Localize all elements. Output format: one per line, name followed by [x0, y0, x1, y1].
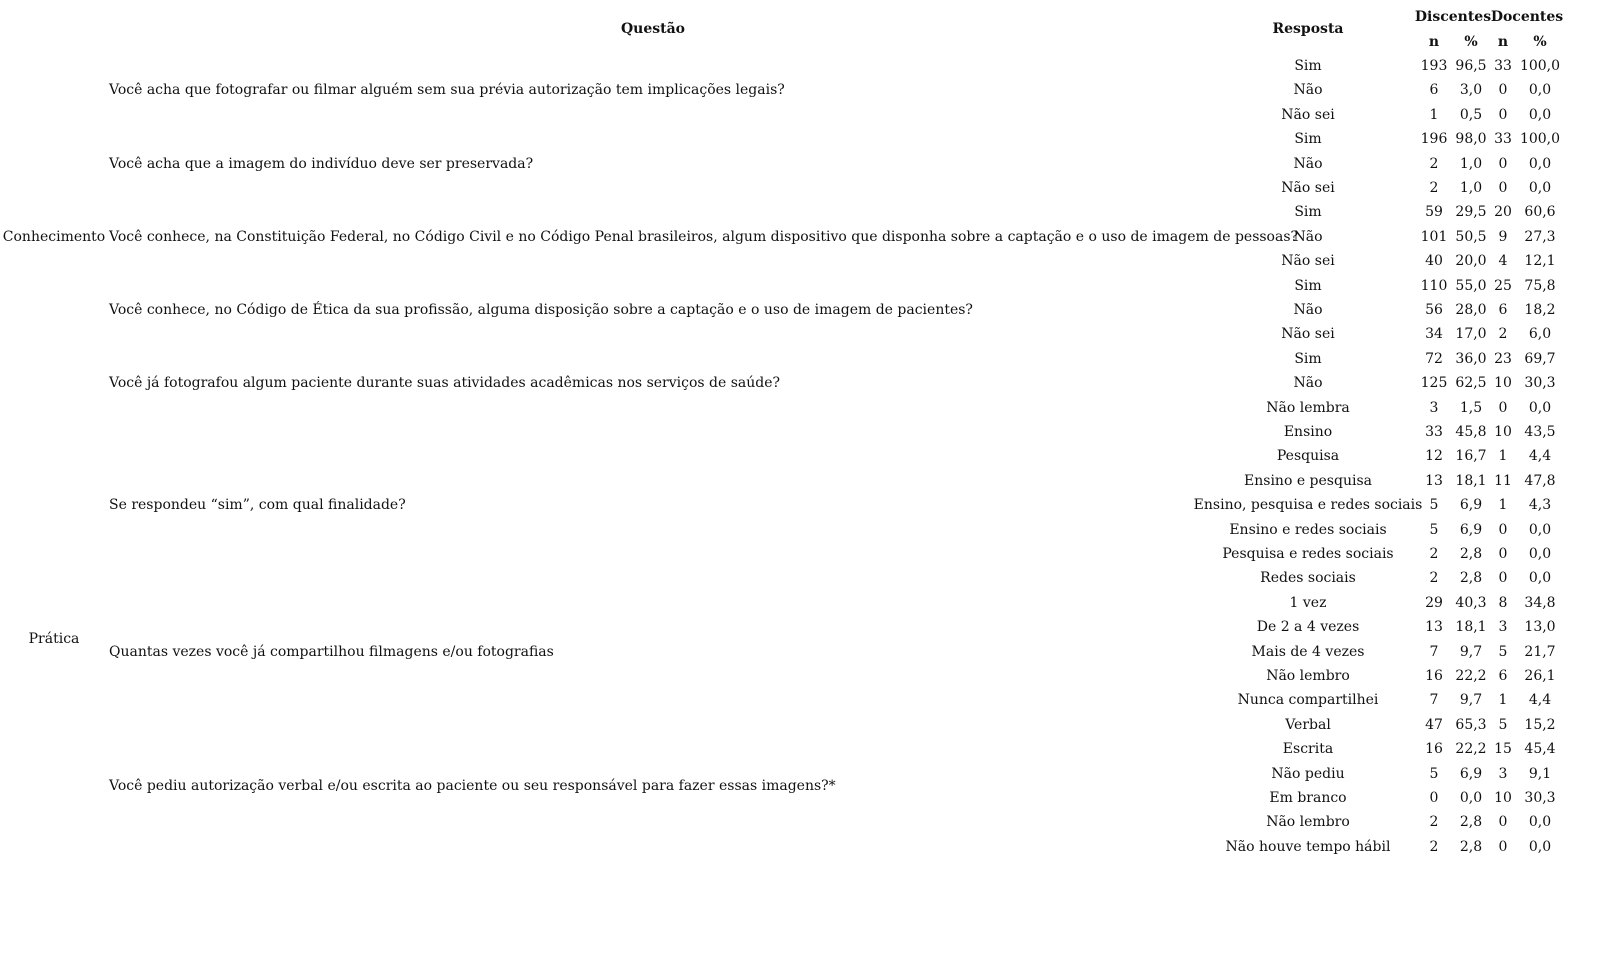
docentes-pct-cell: 75,8: [1524, 277, 1556, 294]
category-label: Conhecimento: [2, 228, 106, 245]
docentes-pct-cell: 4,3: [1528, 497, 1552, 514]
answer-label: Sim: [1294, 58, 1322, 74]
answer-label: Ensino e pesquisa: [1244, 472, 1372, 489]
docentes-pct-cell: 60,6: [1524, 204, 1556, 221]
docentes-pct-cell: 0,0: [1528, 180, 1552, 196]
docentes-n-cell: 0: [1498, 180, 1508, 196]
docentes-pct-cell: 9,1: [1528, 765, 1552, 782]
answer-label: Não lembra: [1266, 399, 1350, 416]
docentes-n-cell: 0: [1498, 155, 1508, 172]
header-discentes: Discentes: [1414, 9, 1492, 25]
discentes-pct-cell: 9,7: [1459, 643, 1483, 660]
answer-label: Não lembro: [1266, 814, 1350, 831]
docentes-n-cell: 0: [1498, 82, 1508, 99]
docentes-pct-cell: 34,8: [1524, 594, 1556, 611]
answer-label: Escrita: [1282, 741, 1334, 758]
discentes-n-cell: 5: [1429, 497, 1439, 514]
discentes-n-cell: 6: [1429, 82, 1439, 99]
discentes-n-cell: 7: [1429, 643, 1439, 660]
discentes-n-cell: 34: [1425, 326, 1443, 343]
docentes-n-cell: 33: [1494, 58, 1512, 74]
docentes-n-cell: 0: [1498, 106, 1508, 123]
question-text: Quantas vezes você já compartilhou filmagens e/ou fotografias: [109, 643, 554, 660]
discentes-n-cell: 2: [1429, 546, 1439, 562]
docentes-pct-cell: 4,4: [1528, 692, 1552, 709]
discentes-pct-cell: 0,5: [1459, 106, 1483, 123]
docentes-n-cell: 10: [1494, 790, 1512, 806]
docentes-n-cell: 5: [1498, 716, 1508, 733]
answer-label: Nunca compartilhei: [1237, 692, 1379, 709]
discentes-pct-cell: 55,0: [1455, 277, 1487, 294]
answer-label: Verbal: [1285, 716, 1331, 733]
discentes-pct-cell: 6,9: [1459, 497, 1483, 514]
discentes-n-cell: 59: [1425, 204, 1443, 221]
docentes-pct-cell: 45,4: [1524, 741, 1556, 758]
docentes-pct-cell: 100,0: [1519, 58, 1561, 74]
answer-label: 1 vez: [1289, 594, 1327, 611]
question-text: Você conhece, na Constituição Federal, no Código Civil e no Código Penal brasileiros, algum dispositivo que disponha sobre a captação e o uso de imagem de pessoas?: [109, 228, 1299, 245]
discentes-n-cell: 5: [1429, 765, 1439, 782]
header-resposta: Resposta: [1272, 21, 1344, 37]
discentes-pct-cell: 22,2: [1455, 741, 1487, 758]
docentes-n-cell: 6: [1498, 668, 1508, 684]
discentes-n-cell: 101: [1420, 228, 1448, 245]
docentes-pct-cell: 18,2: [1524, 302, 1556, 318]
discentes-n-cell: 2: [1429, 838, 1439, 855]
discentes-pct-cell: 96,5: [1455, 58, 1487, 74]
docentes-pct-cell: 0,0: [1528, 838, 1552, 855]
docentes-pct-cell: 21,7: [1524, 643, 1556, 660]
docentes-n-cell: 9: [1498, 228, 1508, 245]
question-text: Você conhece, no Código de Ética da sua profissão, alguma disposição sobre a captação e o uso de imagem de pacientes?: [109, 302, 973, 318]
discentes-pct-cell: 29,5: [1455, 204, 1487, 221]
discentes-pct-cell: 98,0: [1455, 131, 1487, 148]
docentes-n-cell: 20: [1494, 204, 1512, 221]
answer-label: Não: [1293, 302, 1323, 318]
docentes-n-cell: 3: [1498, 619, 1508, 636]
discentes-pct-cell: 6,9: [1459, 521, 1483, 538]
discentes-pct-cell: 6,9: [1459, 765, 1483, 782]
docentes-pct-cell: 43,5: [1524, 424, 1556, 440]
discentes-pct-cell: 3,0: [1459, 82, 1483, 99]
discentes-pct-cell: 45,8: [1455, 424, 1487, 440]
header-discentes-n: n: [1428, 34, 1440, 50]
answer-label: Mais de 4 vezes: [1251, 643, 1365, 660]
docentes-n-cell: 10: [1494, 375, 1512, 392]
discentes-pct-cell: 2,8: [1459, 546, 1483, 562]
docentes-n-cell: 1: [1498, 448, 1508, 465]
header-docentes-n: n: [1497, 34, 1509, 50]
docentes-pct-cell: 0,0: [1528, 814, 1552, 831]
question-text: Se respondeu “sim”, com qual finalidade?: [109, 497, 406, 514]
discentes-pct-cell: 2,8: [1459, 814, 1483, 831]
answer-label: Em branco: [1269, 790, 1347, 806]
docentes-n-cell: 33: [1494, 131, 1512, 148]
discentes-pct-cell: 62,5: [1455, 375, 1487, 392]
docentes-n-cell: 0: [1498, 570, 1508, 587]
discentes-pct-cell: 0,0: [1459, 790, 1483, 806]
docentes-pct-cell: 0,0: [1528, 546, 1552, 562]
discentes-n-cell: 1: [1429, 106, 1439, 123]
discentes-pct-cell: 1,0: [1459, 180, 1483, 196]
docentes-pct-cell: 0,0: [1528, 570, 1552, 587]
answer-label: Sim: [1294, 277, 1322, 294]
docentes-n-cell: 1: [1498, 497, 1508, 514]
answer-label: Não sei: [1281, 106, 1335, 123]
answer-label: Não sei: [1281, 253, 1335, 270]
docentes-pct-cell: 69,7: [1524, 350, 1556, 367]
docentes-n-cell: 0: [1498, 814, 1508, 831]
answer-label: Sim: [1294, 204, 1322, 221]
question-text: Você pediu autorização verbal e/ou escrita ao paciente ou seu responsável para fazer essas imagens?*: [109, 777, 836, 794]
header-docentes: Docentes: [1490, 9, 1564, 25]
answer-label: Sim: [1294, 350, 1322, 367]
discentes-n-cell: 196: [1420, 131, 1448, 148]
discentes-n-cell: 2: [1429, 180, 1439, 196]
discentes-n-cell: 29: [1425, 594, 1443, 611]
docentes-pct-cell: 26,1: [1524, 668, 1556, 684]
header-questao: Questão: [620, 21, 686, 37]
discentes-n-cell: 193: [1420, 58, 1448, 74]
question-text: Você acha que a imagem do indivíduo deve ser preservada?: [109, 155, 534, 172]
docentes-n-cell: 1: [1498, 692, 1508, 709]
discentes-n-cell: 56: [1425, 302, 1443, 318]
discentes-n-cell: 16: [1425, 741, 1443, 758]
discentes-n-cell: 12: [1425, 448, 1443, 465]
docentes-n-cell: 0: [1498, 399, 1508, 416]
docentes-pct-cell: 0,0: [1528, 521, 1552, 538]
header-docentes-pct: %: [1533, 34, 1547, 50]
discentes-n-cell: 110: [1420, 277, 1448, 294]
question-text: Você já fotografou algum paciente durante suas atividades acadêmicas nos serviços de saúde?: [109, 375, 781, 392]
docentes-pct-cell: 0,0: [1528, 399, 1552, 416]
discentes-pct-cell: 2,8: [1459, 838, 1483, 855]
docentes-pct-cell: 100,0: [1519, 131, 1561, 148]
docentes-n-cell: 2: [1498, 326, 1508, 343]
discentes-pct-cell: 65,3: [1455, 716, 1487, 733]
answer-label: Não: [1293, 82, 1323, 99]
docentes-n-cell: 0: [1498, 546, 1508, 562]
docentes-n-cell: 0: [1498, 521, 1508, 538]
answer-label: Não houve tempo hábil: [1225, 838, 1391, 855]
answer-label: Ensino: [1283, 424, 1333, 440]
discentes-pct-cell: 22,2: [1455, 668, 1487, 684]
docentes-pct-cell: 0,0: [1528, 82, 1552, 99]
docentes-pct-cell: 27,3: [1524, 228, 1556, 245]
category-label: Prática: [28, 631, 80, 648]
discentes-pct-cell: 20,0: [1455, 253, 1487, 270]
discentes-pct-cell: 1,5: [1459, 399, 1483, 416]
discentes-n-cell: 47: [1425, 716, 1443, 733]
discentes-pct-cell: 2,8: [1459, 570, 1483, 587]
discentes-n-cell: 0: [1429, 790, 1439, 806]
discentes-n-cell: 72: [1425, 350, 1443, 367]
docentes-n-cell: 6: [1498, 302, 1508, 318]
discentes-n-cell: 2: [1429, 570, 1439, 587]
answer-label: Não sei: [1281, 326, 1335, 343]
discentes-pct-cell: 16,7: [1455, 448, 1487, 465]
discentes-n-cell: 125: [1420, 375, 1448, 392]
discentes-n-cell: 40: [1425, 253, 1443, 270]
answer-label: Não: [1293, 155, 1323, 172]
docentes-n-cell: 25: [1494, 277, 1512, 294]
docentes-pct-cell: 47,8: [1524, 472, 1556, 489]
answer-label: De 2 a 4 vezes: [1256, 619, 1360, 636]
discentes-pct-cell: 1,0: [1459, 155, 1483, 172]
docentes-n-cell: 0: [1498, 838, 1508, 855]
answer-label: Não sei: [1281, 180, 1335, 196]
discentes-pct-cell: 28,0: [1455, 302, 1487, 318]
answer-label: Não: [1293, 375, 1323, 392]
discentes-pct-cell: 36,0: [1455, 350, 1487, 367]
docentes-n-cell: 8: [1498, 594, 1508, 611]
docentes-n-cell: 3: [1498, 765, 1508, 782]
discentes-n-cell: 7: [1429, 692, 1439, 709]
docentes-pct-cell: 15,2: [1524, 716, 1556, 733]
discentes-n-cell: 2: [1429, 155, 1439, 172]
docentes-pct-cell: 0,0: [1528, 155, 1552, 172]
answer-label: Não lembro: [1266, 668, 1350, 684]
docentes-pct-cell: 13,0: [1524, 619, 1556, 636]
discentes-n-cell: 13: [1425, 472, 1443, 489]
answer-label: Sim: [1294, 131, 1322, 148]
discentes-n-cell: 3: [1429, 399, 1439, 416]
discentes-pct-cell: 50,5: [1455, 228, 1487, 245]
docentes-pct-cell: 0,0: [1528, 106, 1552, 123]
discentes-pct-cell: 17,0: [1455, 326, 1487, 343]
answer-label: Não pediu: [1271, 765, 1345, 782]
answer-label: Ensino, pesquisa e redes sociais: [1193, 497, 1423, 514]
answer-label: Ensino e redes sociais: [1229, 521, 1387, 538]
docentes-n-cell: 10: [1494, 424, 1512, 440]
docentes-pct-cell: 6,0: [1528, 326, 1552, 343]
docentes-pct-cell: 30,3: [1524, 790, 1556, 806]
question-text: Você acha que fotografar ou filmar alguém sem sua prévia autorização tem implicações legais?: [109, 82, 785, 99]
docentes-n-cell: 5: [1498, 643, 1508, 660]
discentes-n-cell: 13: [1425, 619, 1443, 636]
header-discentes-pct: %: [1464, 34, 1478, 50]
docentes-pct-cell: 12,1: [1524, 253, 1556, 270]
discentes-n-cell: 5: [1429, 521, 1439, 538]
answer-label: Redes sociais: [1260, 570, 1356, 587]
answer-label: Não: [1293, 228, 1323, 245]
answer-label: Pesquisa e redes sociais: [1222, 546, 1394, 562]
discentes-pct-cell: 9,7: [1459, 692, 1483, 709]
discentes-n-cell: 2: [1429, 814, 1439, 831]
docentes-n-cell: 11: [1494, 472, 1512, 489]
docentes-n-cell: 23: [1494, 350, 1512, 367]
discentes-n-cell: 33: [1425, 424, 1443, 440]
docentes-n-cell: 15: [1494, 741, 1512, 758]
docentes-n-cell: 4: [1498, 253, 1508, 270]
docentes-pct-cell: 4,4: [1528, 448, 1552, 465]
answer-label: Pesquisa: [1276, 448, 1340, 465]
discentes-n-cell: 16: [1425, 668, 1443, 684]
docentes-pct-cell: 30,3: [1524, 375, 1556, 392]
discentes-pct-cell: 18,1: [1455, 619, 1487, 636]
discentes-pct-cell: 18,1: [1455, 472, 1487, 489]
discentes-pct-cell: 40,3: [1455, 594, 1487, 611]
